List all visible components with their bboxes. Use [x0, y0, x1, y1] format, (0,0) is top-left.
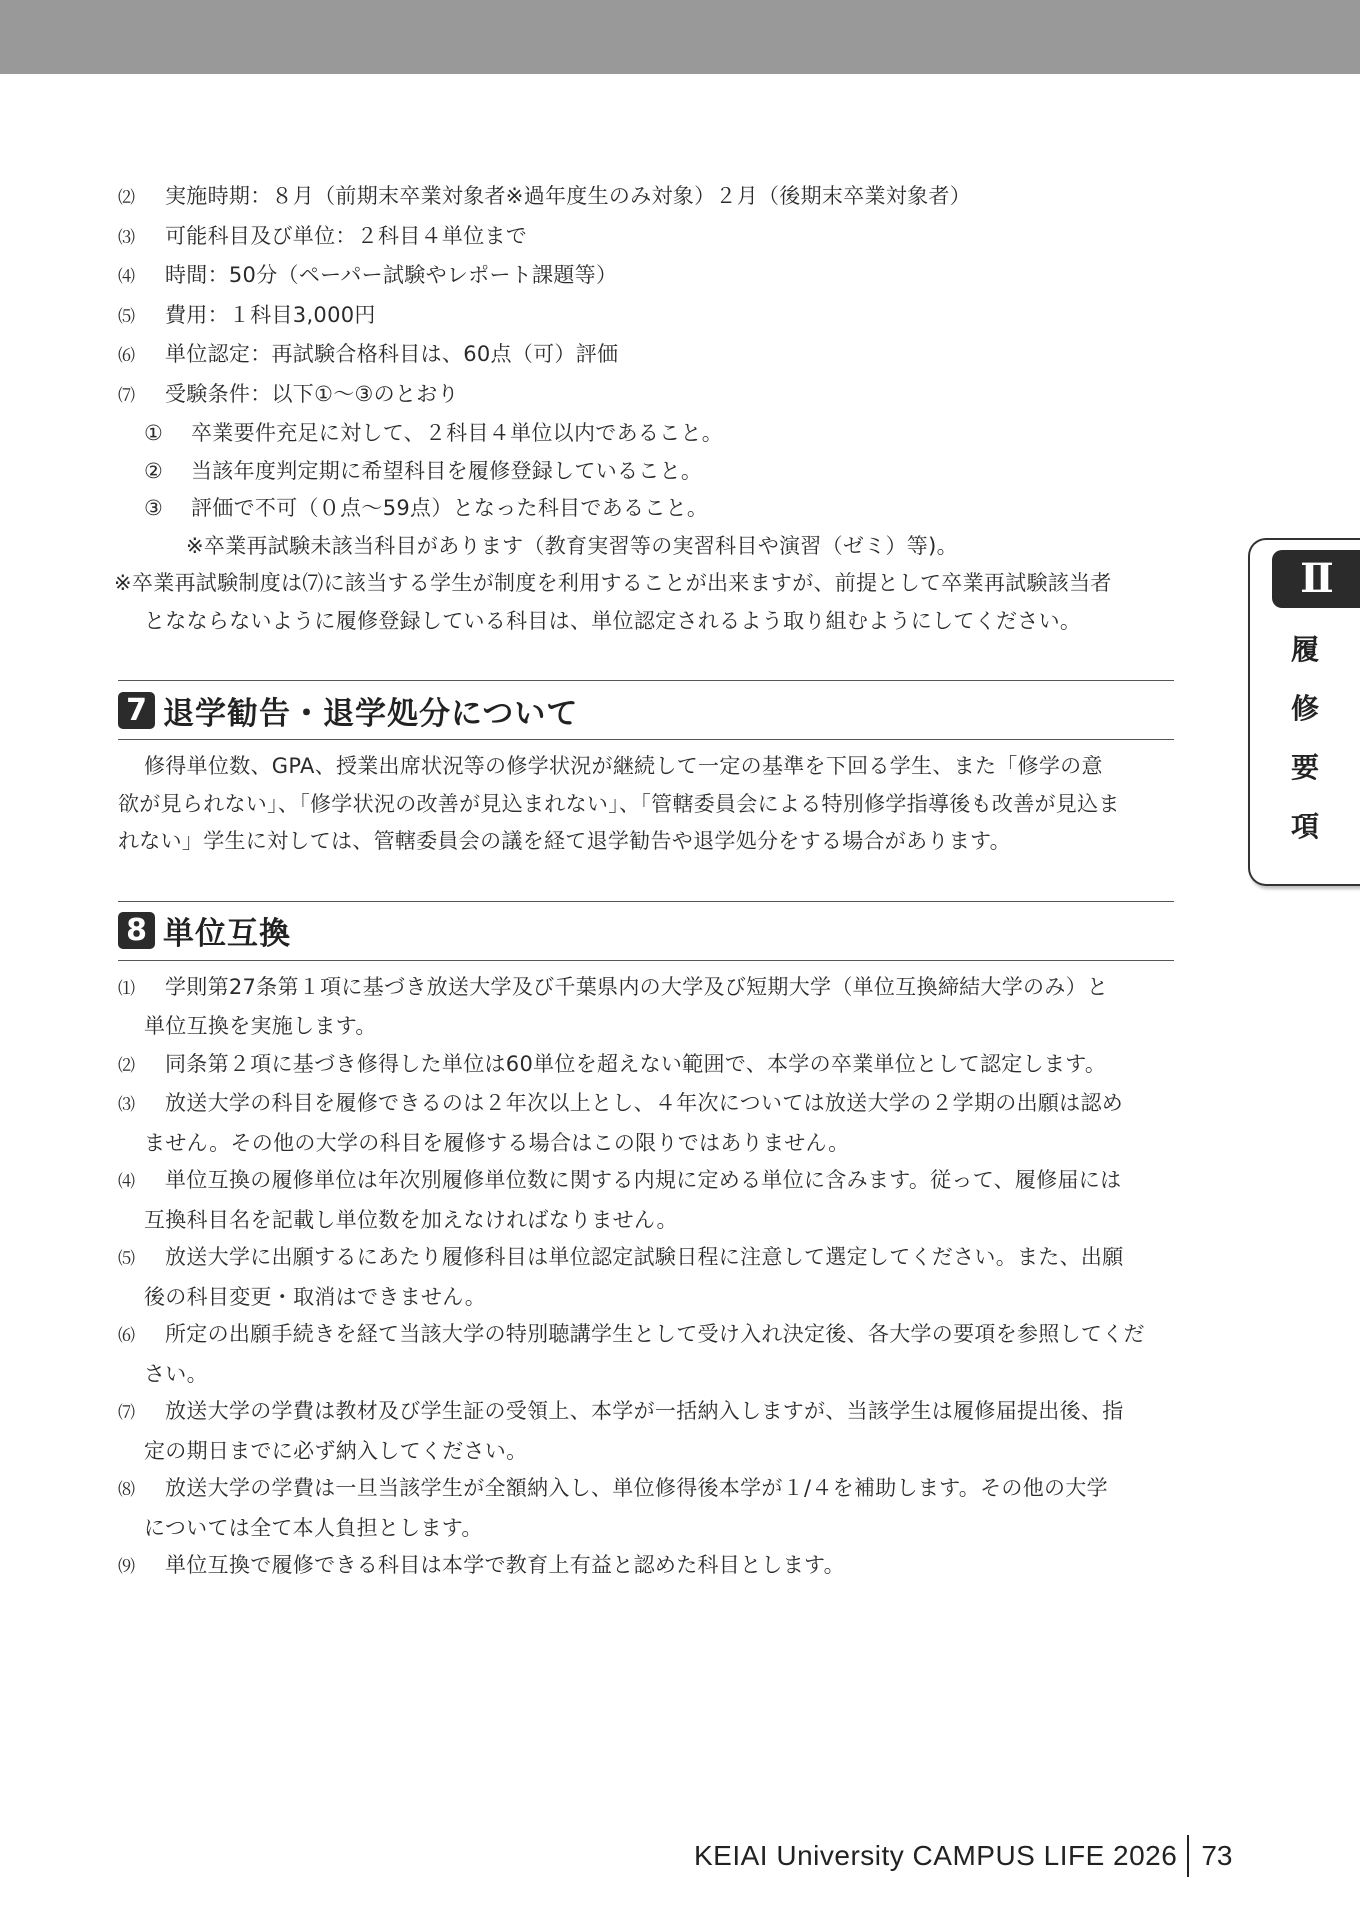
list-item — [118, 1046, 1174, 1086]
item-text: 実施時期：８月（前期末卒業対象者※過年度生のみ対象）２月（後期末卒業対象者） — [165, 184, 971, 208]
item-number: ⑸ — [118, 1249, 136, 1269]
item-continuation: 単位互換を実施します。 — [144, 1014, 377, 1038]
page-number: 73 — [1201, 1840, 1233, 1871]
item-text: 放送大学の科目を履修できるのは２年次以上とし、４年次については放送大学の２学期の出願は認め — [165, 1091, 1124, 1115]
page-footer — [694, 1834, 1232, 1878]
list-item — [118, 336, 1174, 376]
item-text: 可能科目及び単位：２科目４単位まで — [165, 223, 528, 248]
condition-text: 卒業要件充足に対して、２科目４単位以内であること。 — [191, 421, 724, 445]
item-number: ⑸ — [118, 306, 136, 327]
item-number: ⑺ — [118, 1403, 136, 1423]
list-item — [118, 1393, 1174, 1433]
item-text: 受験条件：以下①～③のとおり — [165, 381, 459, 406]
item-text: 放送大学の学費は一旦当該学生が全額納入し、単位修得後本学が１/４を補助します。その他の大学 — [165, 1476, 1108, 1500]
item-number: ⑵ — [118, 1055, 136, 1076]
section-7-body — [118, 748, 1174, 861]
list-item — [118, 178, 1174, 218]
condition-number: ② — [144, 458, 164, 483]
condition-text: 評価で不可（０点～59点）となった科目であること。 — [191, 496, 709, 520]
item-number: ⑶ — [118, 227, 136, 248]
publication-title: KEIAI University CAMPUS LIFE 2026 — [694, 1840, 1178, 1871]
item-number: ⑻ — [118, 1480, 136, 1500]
condition-text: 当該年度判定期に希望科目を履修登録していること。 — [191, 458, 703, 483]
paragraph-line: れない」学生に対しては、管轄委員会の議を経て退学勧告や退学処分をする場合があります。 — [118, 829, 1011, 853]
list-item — [118, 297, 1174, 337]
item-text: 単位認定：再試験合格科目は、60点（可）評価 — [165, 342, 619, 366]
list-item — [118, 1316, 1174, 1356]
section-title: 退学勧告・退学処分について — [163, 695, 579, 732]
condition-item — [118, 415, 1174, 453]
list-item — [118, 1162, 1174, 1202]
item-text: 費用：１科目3,000円 — [165, 302, 376, 327]
item-number: ⑼ — [118, 1557, 136, 1577]
paragraph-line: 欲が見られない」、「修学状況の改善が見込まれない」、「管轄委員会による特別修学指導後も改善が見込ま — [118, 791, 1120, 816]
chapter-title-vertical — [1272, 620, 1338, 856]
item-text: 放送大学に出願するにあたり履修科目は単位認定試験日程に注意して選定してください。また、出願 — [165, 1245, 1124, 1269]
item-continuation: 後の科目変更・取消はできません。 — [144, 1284, 487, 1309]
condition-list — [118, 415, 1174, 565]
item-text: 単位互換の履修単位は年次別履修単位数に関する内規に定める単位に含みます。従って、履修届には — [165, 1168, 1122, 1192]
list-item — [118, 1085, 1174, 1125]
item-number: ⑵ — [118, 188, 136, 208]
item-continuation: さい。 — [144, 1361, 208, 1386]
item-text: 放送大学の学費は教材及び学生証の受領上、本学が一括納入しますが、当該学生は履修届提出後、指 — [165, 1399, 1124, 1423]
item-continuation: 定の期日までに必ず納入してください。 — [144, 1438, 528, 1463]
item-number: ⑹ — [118, 1326, 136, 1346]
exam-info-list — [118, 178, 1174, 415]
chapter-title-char: 履 — [1290, 633, 1319, 666]
list-item — [118, 257, 1174, 297]
item-continuation: 互換科目名を記載し単位数を加えなければなりません。 — [144, 1207, 678, 1232]
list-item — [118, 1547, 1174, 1587]
item-number: ⑺ — [118, 385, 136, 406]
item-number: ⑴ — [118, 978, 136, 999]
note-line: ※卒業再試験制度は⑺に該当する学生が制度を利用することが出来ますが、前提として卒業再試験該当者 — [114, 571, 1112, 595]
chapter-number: Ⅱ — [1272, 550, 1360, 608]
item-text: 時間：50分（ペーパー試験やレポート課題等） — [165, 263, 618, 287]
condition-note: ※卒業再試験未該当科目があります（教育実習等の実習科目や演習（ゼミ）等)。 — [186, 533, 958, 558]
item-text: 同条第２項に基づき修得した単位は60単位を超えない範囲で、本学の卒業単位として認定します。 — [165, 1051, 1107, 1076]
chapter-title-char: 修 — [1290, 692, 1319, 725]
paragraph-line: 修得単位数、GPA、授業出席状況等の修学状況が継続して一定の基準を下回る学生、また「修学の意 — [144, 754, 1103, 778]
list-item — [118, 376, 1174, 416]
list-item — [118, 218, 1174, 258]
condition-number: ① — [144, 421, 164, 445]
note-line: となならないように履修登録している科目は、単位認定されるよう取り組むようにしてください。 — [144, 608, 1082, 633]
section-number-badge: 7 — [118, 692, 155, 729]
item-text: 学則第27条第１項に基づき放送大学及び千葉県内の大学及び短期大学（単位互換締結大学のみ）と — [165, 974, 1109, 999]
condition-number: ③ — [144, 496, 164, 520]
section-7-heading — [118, 680, 1174, 740]
re-exam-note — [114, 565, 1174, 640]
item-number: ⑷ — [118, 267, 136, 287]
item-number: ⑹ — [118, 346, 136, 366]
chapter-title-char: 要 — [1290, 751, 1319, 784]
footer-divider — [1187, 1835, 1189, 1877]
chapter-title-char: 項 — [1290, 810, 1319, 843]
condition-item — [118, 453, 1174, 491]
section-title: 単位互換 — [163, 916, 291, 952]
chapter-side-tab[interactable] — [1248, 538, 1360, 886]
section-number-badge: 8 — [118, 912, 155, 949]
header-band — [0, 0, 1360, 74]
item-continuation: ません。その他の大学の科目を履修する場合はこの限りではありません。 — [144, 1130, 850, 1155]
item-continuation: については全て本人負担とします。 — [144, 1515, 483, 1540]
item-number: ⑷ — [118, 1172, 136, 1192]
list-item — [118, 1470, 1174, 1510]
list-item — [118, 1239, 1174, 1279]
item-text: 所定の出願手続きを経て当該大学の特別聴講学生として受け入れ決定後、各大学の要項を参照してくだ — [165, 1322, 1145, 1346]
section-8-heading — [118, 901, 1174, 961]
item-text: 単位互換で履修できる科目は本学で教育上有益と認めた科目とします。 — [165, 1553, 845, 1577]
list-item — [118, 969, 1174, 1009]
section-8-body — [118, 969, 1174, 1587]
item-number: ⑶ — [118, 1095, 136, 1115]
page-content — [114, 178, 1174, 1587]
condition-item — [118, 490, 1174, 528]
